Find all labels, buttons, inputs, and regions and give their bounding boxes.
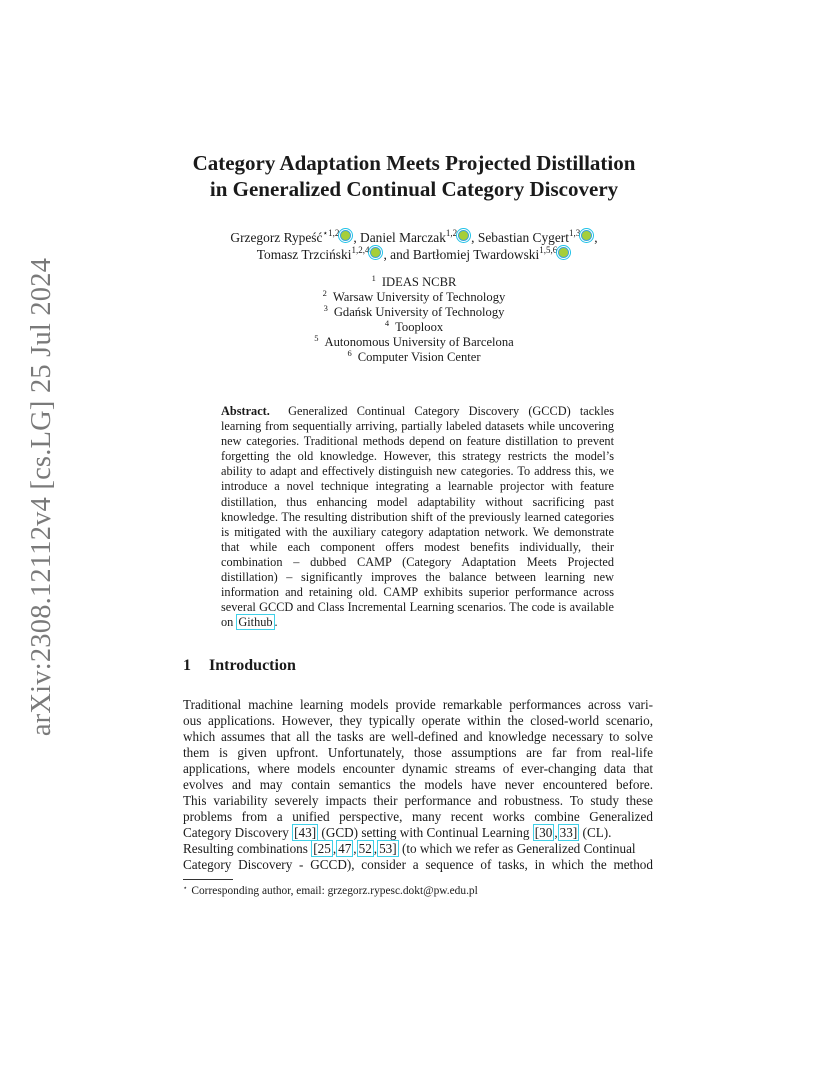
- author-separator: ,: [594, 230, 598, 245]
- orcid-icon[interactable]: [340, 230, 351, 241]
- body-text-line: evolves and may contain semantics the models have never encountered before.: [183, 777, 653, 792]
- citation-link[interactable]: 47: [338, 841, 352, 856]
- author-name: , and Bartłomiej Twardowski: [383, 247, 540, 262]
- footnote-rule: [183, 879, 233, 880]
- body-text: (to which we refer as Generalized Continual: [398, 841, 636, 856]
- abstract-end: .: [274, 615, 278, 630]
- affiliation-name: Tooploox: [395, 320, 444, 334]
- affiliation-name: Warsaw University of Technology: [332, 290, 506, 304]
- affiliation-number: 3: [323, 303, 328, 313]
- arxiv-stamp-text: arXiv:2308.12112v4 [cs.LG] 25 Jul 2024: [26, 257, 58, 737]
- paper-title-line-1: Category Adaptation Meets Projected Distillation: [192, 151, 636, 175]
- affiliation-number: 6: [347, 348, 352, 358]
- affiliation-1: [0, 275, 828, 290]
- author-affil-sup: 1,2,4: [351, 245, 370, 255]
- abstract-block: [221, 404, 614, 630]
- body-text-line: problems from a unified perspective, many recent works combine Generalized: [183, 809, 653, 824]
- body-text-line: them is given upfront. Unfortunately, those assumptions are far from real-life: [183, 745, 653, 760]
- body-text-line: Resulting combinations [25 , 47 , 52 , 53] (to which we refer as Generalized Continual: [183, 841, 636, 856]
- body-text-line: which assumes that all the tasks are well-defined and knowledge necessary to solve: [183, 729, 653, 744]
- author-affil-sup: 1,2: [445, 228, 458, 238]
- orcid-icon[interactable]: [581, 230, 592, 241]
- affiliation-number: 5: [314, 333, 319, 343]
- abstract-text: Generalized Continual Category Discovery (GCCD) tackles learning from sequentially arriving, partially labeled datasets while uncovering new categories. Traditional methods depend on feature distillation to prevent forgetting the old knowledge. However, this strategy restricts the model’s ability to adapt and effectively distinguish new categories. To address this, we introduce a novel technique integrating a learnable projector with feature distillation, thus enhancing model adaptability without sacrificing past knowledge. The resulting distribution shift of the previously learned categories is mitigated with the auxiliary category adaptation network. We demonstrate that while each component offers modest benefits individually, their combination – dubbed CAMP (Category Adaptation Meets Projected distillation) – significantly improves the balance between learning new information and retaining old. CAMP exhibits superior performance across several GCCD and Class Incremental Learning scenarios. The code is available on: [221, 404, 614, 630]
- body-text: (CL).: [579, 825, 612, 840]
- affiliation-4: [0, 320, 828, 335]
- citation-link[interactable]: 33]: [559, 825, 578, 840]
- affiliation-name: IDEAS NCBR: [381, 275, 457, 289]
- body-text: Resulting combinations: [183, 841, 312, 856]
- footnote-text: Corresponding author, email: grzegorz.rypesc.dokt@pw.edu.pl: [191, 885, 478, 897]
- body-text: Category Discovery: [183, 825, 293, 840]
- affiliation-2: [0, 290, 828, 305]
- orcid-icon[interactable]: [458, 230, 469, 241]
- body-text-line: [183, 825, 653, 841]
- citation-link[interactable]: [25: [313, 841, 331, 856]
- affiliation-5: [0, 335, 828, 350]
- author-line-2: [0, 245, 828, 264]
- affiliation-number: 1: [371, 273, 376, 283]
- body-text: (GCD) setting with Continual Learning: [318, 825, 533, 840]
- author-name: Grzegorz Rypeść: [230, 230, 323, 245]
- author-affil-sup: 1,3: [568, 228, 581, 238]
- author-affil-sup: 1,5,6: [539, 245, 558, 255]
- affiliation-name: Gdańsk University of Technology: [333, 305, 505, 319]
- citation-link[interactable]: [30: [534, 825, 553, 840]
- citation-link[interactable]: [43]: [294, 825, 317, 840]
- author-name: Tomasz Trzciński: [256, 247, 352, 262]
- citation-link[interactable]: 53]: [379, 841, 397, 856]
- footnote-mark: ⋆: [183, 884, 188, 892]
- affiliation-6: [0, 350, 828, 365]
- section-heading: [183, 657, 296, 675]
- affiliation-number: 4: [384, 318, 390, 328]
- body-text-line: Category Discovery - GCCD), consider a sequence of tasks, in which the method: [183, 857, 653, 872]
- section-title: Introduction: [209, 657, 296, 674]
- body-text-line: ous applications. However, they typically operate within the closed-world scenario,: [183, 713, 653, 728]
- orcid-icon[interactable]: [370, 247, 381, 258]
- author-name: , Daniel Marczak: [353, 230, 446, 245]
- affiliation-3: [0, 305, 828, 320]
- body-text: ,: [554, 825, 558, 840]
- affiliation-name: Autonomous University of Barcelona: [324, 335, 514, 349]
- affiliation-name: Computer Vision Center: [357, 350, 481, 364]
- author-name: , Sebastian Cygert: [471, 230, 569, 245]
- body-text-line: applications, where models encounter dynamic streams of ever-changing data that: [183, 761, 653, 776]
- body-text-line: Traditional machine learning models provide remarkable performances across vari-: [183, 697, 653, 712]
- paper-title-line-2: in Generalized Continual Category Discovery: [209, 177, 619, 201]
- footnote: [183, 884, 478, 898]
- affiliation-number: 2: [322, 288, 327, 298]
- section-number: 1: [183, 657, 191, 674]
- abstract-label: Abstract.: [221, 404, 270, 418]
- github-link[interactable]: Github: [238, 615, 273, 630]
- citation-link[interactable]: 52: [358, 841, 372, 856]
- orcid-icon[interactable]: [558, 247, 569, 258]
- author-affil-sup: ⋆1,2: [322, 228, 340, 238]
- body-text-line: This variability severely impacts their performance and robustness. To study these: [183, 793, 653, 808]
